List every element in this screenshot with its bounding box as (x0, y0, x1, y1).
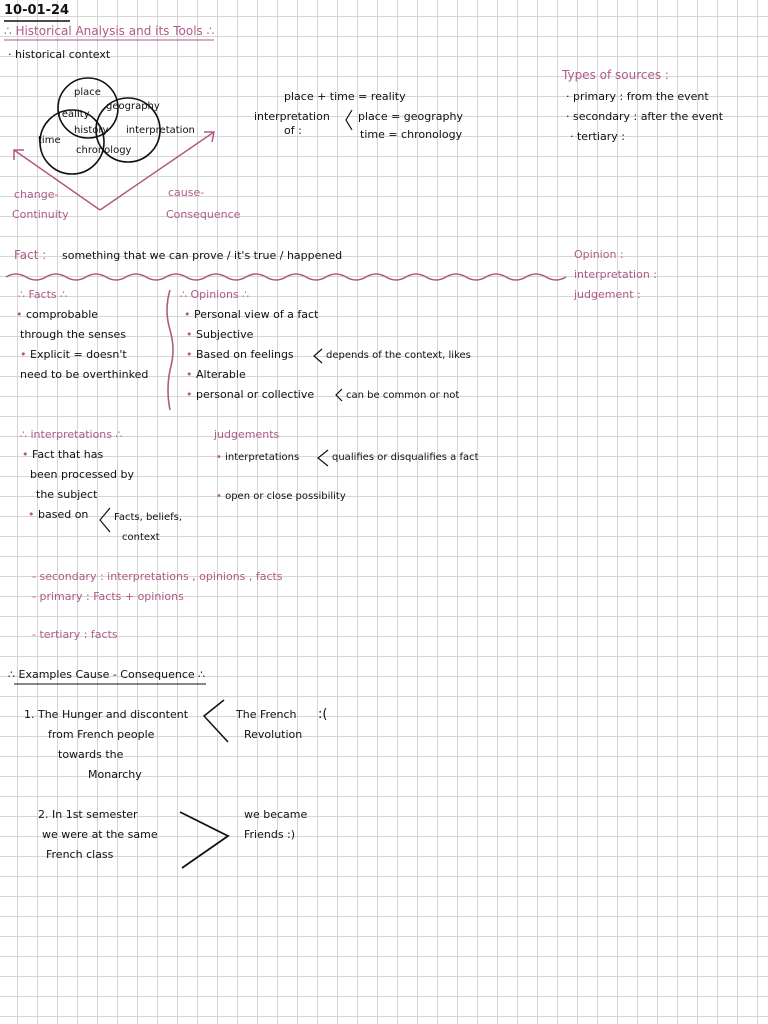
example2-consequence: Friends :) (244, 828, 296, 841)
opinions-item: • Based on feelings (186, 348, 294, 361)
facts-item: through the senses (20, 328, 126, 341)
venn-reality-label: reality (58, 109, 90, 120)
example1-consequence: Revolution (244, 728, 303, 741)
opinions-item: • Subjective (186, 328, 254, 341)
opinions-item: • Personal view of a fact (184, 308, 319, 321)
example1-consequence: The French (236, 708, 297, 721)
example2-cause: French class (46, 848, 114, 861)
opinion-side-label: Opinion : (574, 248, 624, 261)
continuity-label: Continuity (12, 208, 69, 221)
example2-cause: 2. In 1st semester (38, 808, 138, 821)
example1-bracket (204, 700, 228, 742)
interpretations-title: ∴ interpretations ∴ (20, 428, 123, 441)
interpretation-side-label: interpretation : (574, 268, 657, 281)
judgements-title: judgements (214, 428, 280, 441)
example2-arrow (180, 812, 228, 868)
formula-bracket (346, 110, 352, 130)
facts-title: ∴ Facts ∴ (18, 288, 68, 301)
collective-bracket (336, 389, 342, 401)
fact-def-label: Fact : (14, 248, 47, 262)
interpretations-item: the subject (36, 488, 98, 501)
based-on-item: Facts, beliefs, (114, 512, 183, 523)
venn-chronology-label: chronology (76, 145, 132, 156)
venn-place-label: place (74, 87, 101, 98)
formula-place-eq: place = geography (358, 110, 463, 123)
wavy-divider (6, 274, 566, 280)
change-label: change- (14, 188, 59, 201)
example2-consequence: we became (244, 808, 308, 821)
judgement-side-label: judgement : (574, 288, 641, 301)
example1-cause: from French people (48, 728, 155, 741)
example1-cause: 1. The Hunger and discontent (24, 708, 189, 721)
page-title: ∴ Historical Analysis and its Tools ∴ (4, 24, 215, 38)
date: 10-01-24 (4, 3, 70, 18)
facts-item: • Explicit = doesn't (20, 348, 127, 361)
examples-title: ∴ Examples Cause - Consequence ∴ (8, 668, 206, 681)
summary-tertiary: - tertiary : facts (32, 628, 118, 641)
opinions-item: • Alterable (186, 368, 246, 381)
based-on-item: context (122, 532, 160, 543)
feelings-bracket (314, 349, 322, 363)
example1-cause: Monarchy (88, 768, 142, 781)
historical-context-label: · historical context (8, 48, 111, 61)
formula-of-label: of : (284, 124, 302, 137)
source-primary: · primary : from the event (566, 90, 709, 103)
source-secondary: · secondary : after the event (566, 110, 724, 123)
judgements-item: • open or close possibility (216, 491, 346, 502)
judgements-item: • interpretations (216, 452, 300, 463)
fact-def-text: something that we can prove / it's true / happened (62, 249, 343, 262)
based-on-bracket (100, 508, 110, 532)
feelings-note: depends of the context, likes (326, 350, 471, 361)
interpretations-item: • Fact that has (22, 448, 104, 461)
summary-primary: - primary : Facts + opinions (32, 590, 184, 603)
interpretations-item: been processed by (30, 468, 134, 481)
source-tertiary: · tertiary : (570, 130, 625, 143)
venn-geography-label: geography (106, 101, 160, 112)
formula-line1: place + time = reality (284, 90, 406, 103)
opinions-title: ∴ Opinions ∴ (180, 288, 250, 301)
example2-cause: we were at the same (42, 828, 158, 841)
interpretations-based-on: • based on (28, 508, 89, 521)
section-divider (167, 290, 173, 410)
consequence-label: Consequence (166, 208, 241, 221)
judgements-note: qualifies or disqualifies a fact (332, 452, 479, 463)
venn-time-label: time (38, 135, 61, 146)
summary-secondary: - secondary : interpretations , opinions , facts (32, 570, 283, 583)
facts-item: need to be overthinked (20, 368, 149, 381)
formula-time-eq: time = chronology (360, 128, 463, 141)
formula-interp-label: interpretation (254, 110, 330, 123)
facts-item: • comprobable (16, 308, 99, 321)
collective-note: can be common or not (346, 390, 460, 401)
types-of-sources-title: Types of sources : (562, 68, 669, 82)
venn-interpretation-label: interpretation (126, 125, 195, 136)
venn-history-label: history (74, 125, 109, 136)
judgement-bracket (318, 450, 328, 466)
example1-face: :( (318, 707, 328, 722)
cause-label: cause- (168, 186, 205, 199)
example1-cause: towards the (58, 748, 124, 761)
opinions-item: • personal or collective (186, 388, 315, 401)
